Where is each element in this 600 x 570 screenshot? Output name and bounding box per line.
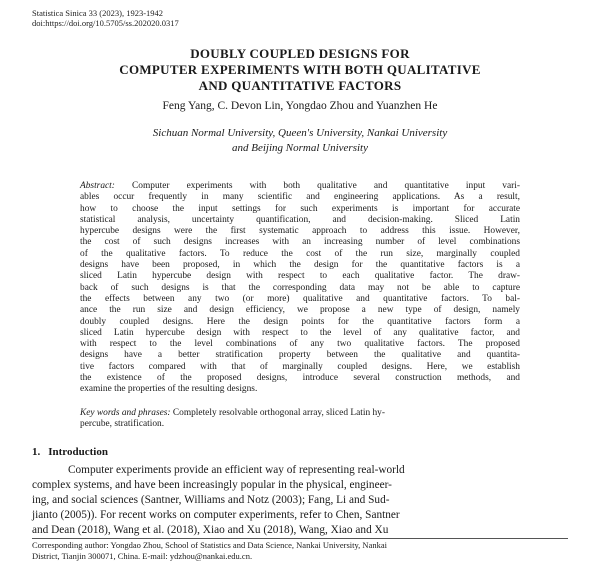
abstract-label: Abstract: xyxy=(80,181,115,191)
abstract-line: how to choose the input settings for such experiments is important for accurate xyxy=(80,203,520,214)
footnote-line: District, Tianjin 300071, China. E-mail: ydzhou@nankai.edu.cn. xyxy=(32,550,253,561)
footnote-line: Corresponding author: Yongdao Zhou, School of Statistics and Data Science, Nankai University, Nankai xyxy=(32,540,387,550)
abstract-line: doubly coupled designs. Here the design points for the quantitative factors form a xyxy=(80,316,520,327)
keywords-line: percube, stratification. xyxy=(80,419,165,430)
affiliations xyxy=(40,126,560,156)
keywords-label: Key words and phrases: xyxy=(80,408,171,418)
title-line: AND QUANTITATIVE FACTORS xyxy=(198,78,402,93)
abstract-line: Abstract: Computer experiments with both qualitative and quantitative input vari- xyxy=(80,181,520,191)
body-paragraph xyxy=(32,463,568,538)
abstract-line: designs have a better stratification property between the qualitative and quantita- xyxy=(80,350,520,361)
abstract-line: ables occur frequently in many scientific and engineering applications. As a result, xyxy=(80,192,520,203)
keywords xyxy=(80,408,520,431)
keywords-line: Key words and phrases: Completely resolvable orthogonal array, sliced Latin hy- xyxy=(80,408,385,418)
affiliation-line: and Beijing Normal University xyxy=(232,142,368,154)
title-line: DOUBLY COUPLED DESIGNS FOR xyxy=(190,46,410,61)
paper-title xyxy=(40,46,560,94)
abstract-line: statistical analysis, uncertainty quantification, and decision-making. Sliced Latin xyxy=(80,214,520,225)
affiliation-line: Sichuan Normal University, Queen's University, Nankai University xyxy=(152,127,448,139)
abstract-line: ance the run size and design efficiency, we propose a new type of design, namely xyxy=(80,305,520,316)
abstract-line: with respect to the level combinations of any two qualitative factors. The proposed xyxy=(80,339,520,350)
body-line: ing, and social sciences (Santner, Williams and Notz (2003); Fang, Li and Sud- xyxy=(32,494,390,506)
abstract-line: the existence of the proposed designs, introduce several construction methods, and xyxy=(80,373,520,384)
abstract-line: sliced Latin hypercube design with respect to each qualitative factor. The draw- xyxy=(80,271,520,282)
abstract xyxy=(80,181,520,396)
body-line: jianto (2005)). For recent works on computer experiments, refer to Chen, Santner xyxy=(32,509,400,521)
abstract-line: the cost of such designs increases with an increasing number of level combinations xyxy=(80,237,520,248)
abstract-line: the effects between any two (or more) qualitative and quantitative factors. To bal- xyxy=(80,293,520,304)
abstract-line: back of such designs is that the corresponding data may not be able to capture xyxy=(80,282,520,293)
body-line: complex systems, and have been increasingly popular in the physical, engineer- xyxy=(32,479,392,491)
journal-citation: Statistica Sinica 33 (2023), 1923-1942 xyxy=(32,8,164,18)
body-line: and Dean (2018), Wang et al. (2018), Xiao and Xu (2018), Wang, Xiao and Xu xyxy=(32,524,389,536)
abstract-line: tive factors compared with that of marginally coupled designs. Here, we establish xyxy=(80,361,520,372)
section-heading xyxy=(32,446,108,458)
body-line: Computer experiments provide an efficient way of representing real-world xyxy=(68,464,405,476)
section-title: Introduction xyxy=(48,446,108,458)
abstract-line: examine the properties of the resulting designs. xyxy=(80,384,258,395)
footnote-divider xyxy=(32,538,568,539)
abstract-line: hypercube designs were the first systematic approach to address this issue. However, xyxy=(80,226,520,237)
footnote xyxy=(32,540,572,561)
abstract-line: of the qualitative factors. To reduce the cost of the run size, marginally coupled xyxy=(80,248,520,259)
abstract-line: sliced Latin hypercube design with respect to the level of any qualitative factor, and xyxy=(80,327,520,338)
title-line: COMPUTER EXPERIMENTS WITH BOTH QUALITATIVE xyxy=(119,62,481,77)
journal-doi[interactable]: doi:https://doi.org/10.5705/ss.202020.0317 xyxy=(32,18,179,28)
section-number: 1. xyxy=(32,446,41,458)
abstract-line: designs have been proposed, in which the design for the quantitative factors is a xyxy=(80,260,520,271)
author-list: Feng Yang, C. Devon Lin, Yongdao Zhou and Yuanzhen He xyxy=(162,100,438,112)
